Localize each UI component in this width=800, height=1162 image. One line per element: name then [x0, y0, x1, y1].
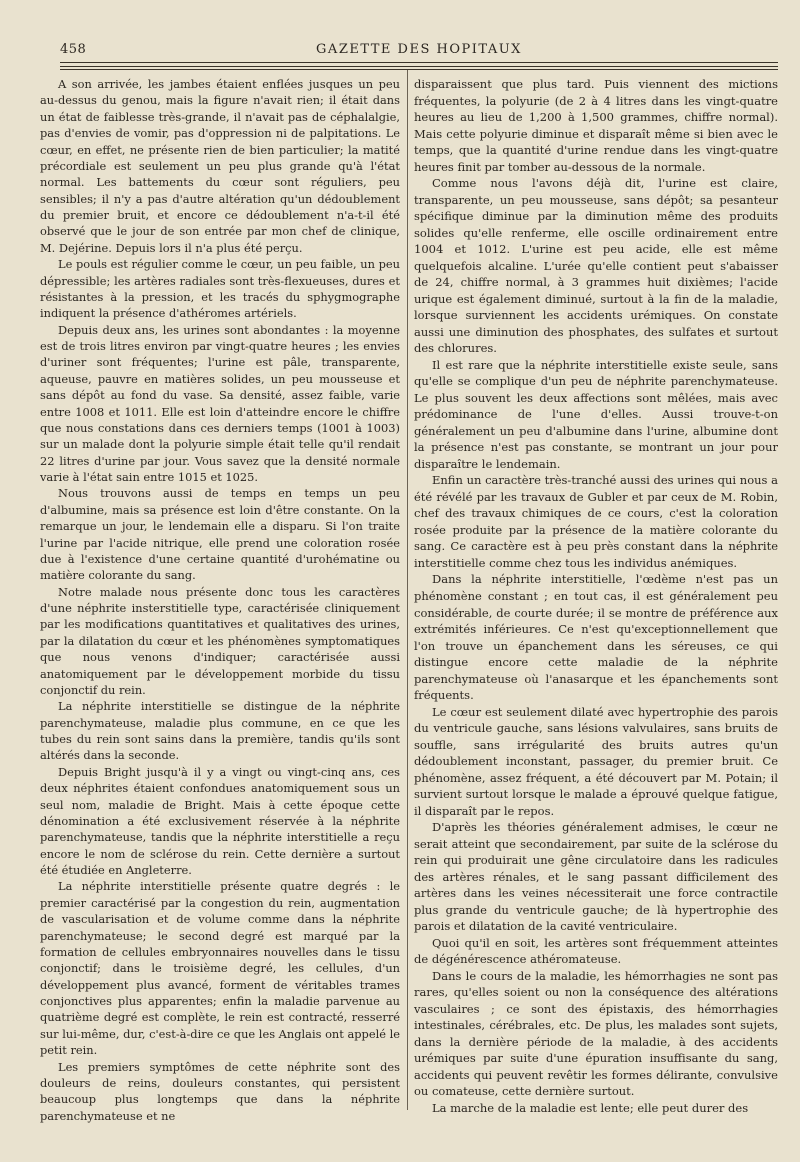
journal-title: GAZETTE DES HOPITAUX	[316, 42, 522, 57]
paragraph: Les premiers symptômes de cette néphrite sont des douleurs de reins, douleurs constantes, qui persistent beaucoup plus longtemps que dans la néphrite parenchymateuse et ne	[40, 1059, 400, 1123]
paragraph: La marche de la maladie est lente; elle peut durer des	[432, 1100, 749, 1115]
page-number: 458	[60, 42, 87, 57]
page-header	[60, 40, 778, 62]
paragraph: A son arrivée, les jambes étaient enflées jusques un peu au-dessus du genou, mais la figure n'avait rien; il était dans un état de faiblesse très-grande, il n'avait pas de céphalalgie, pas d'envies de vomir, pas d'oppression ni de palpitations. Le cœur, en effet, ne présente rien de bien particulier; la matité précordiale est seulement un peu plus grande qu'à l'état normal. Les battements du cœur sont réguliers, peu sensibles; il n'y a pas d'autre altération qu'un dédoublement du premier bruit, et encore ce dédoublement n'a-t-il été observé que le jour de son entrée par mon chef de clinique, M. Dejérine. Depuis lors il n'a plus été perçu.	[40, 77, 400, 255]
left-column	[40, 76, 400, 1124]
paragraph: La néphrite interstitielle se distingue de la néphrite parenchymateuse, maladie plus commune, en ce que les tubes du rein sont sains dans la première, tandis qu'ils sont altérés dans la seconde.	[40, 699, 400, 763]
header-rule	[60, 69, 778, 70]
paragraph: Comme nous l'avons déjà dit, l'urine est claire, transparente, un peu mousseuse, sans dépôt; sa pesanteur spécifique diminue par la diminution même des produits solides qu'elle renferme, elle oscille ordinairement entre 1004 et 1012. L'urine est peu acide, elle est même quelquefois alcaline. L'urée qu'elle contient peut s'abaisser de 24, chiffre normal, à 3 grammes huit dixièmes; l'acide urique est également diminué, surtout à la fin de la maladie, lorsque surviennent les accidents urémiques. On constate aussi une diminution des phosphates, des sulfates et surtout des chlorures.	[414, 176, 778, 356]
paragraph: disparaissent que plus tard. Puis viennent des mictions fréquentes, la polyurie (de 2 à 4 litres dans les vingt-quatre heures au lieu de 1,200 à 1,500 grammes, chiffre normal). Mais cette polyurie diminue et disparaît même si bien avec le temps, que la quantité d'urine rendue dans les vingt-quatre heures finit par tomber au-dessous de la normale.	[414, 77, 778, 174]
column-divider	[407, 70, 408, 1110]
paragraph: D'après les théories généralement admises, le cœur ne serait atteint que secondairement, par suite de la sclérose du rein qui produirait une gêne circulatoire dans les radicules des artères rénales, et le sang passant difficilement des artères dans les veines nécessiterait une force contractile plus grande du ventricule gauche; de là hypertrophie des parois et dilatation de la cavité ventriculaire.	[414, 820, 778, 934]
paragraph: Quoi qu'il en soit, les artères sont fréquemment atteintes de dégénérescence athéromateuse.	[414, 935, 778, 967]
paragraph: La néphrite interstitielle présente quatre degrés : le premier caractérisé par la congestion du rein, augmentation de vascularisation et de volume comme dans la néphrite parenchymateuse; le second degré est marqué par la formation de cellules embryonnaires nouvelles dans le tissu conjonctif; dans le troisième degré, les cellules, d'un développement plus avancé, forment de véritables trames conjonctives plus apparentes; enfin la maladie parvenue au quatrième degré est complète, le rein est contracté, resserré sur lui-même, dur, c'est-à-dire ce que les Anglais ont appelé le petit rein.	[40, 879, 400, 1058]
paragraph: Dans le cours de la maladie, les hémorrhagies ne sont pas rares, qu'elles soient ou non la conséquence des altérations vasculaires ; ce sont des épistaxis, des hémorrhagies intestinales, cérébrales, etc. De plus, les malades sont sujets, dans la dernière période de la maladie, à des accidents urémiques par suite d'une épuration insuffisante du sang, accidents qui peuvent revêtir les formes délirante, convulsive ou comateuse, cette dernière surtout.	[414, 968, 778, 1099]
paragraph: Notre malade nous présente donc tous les caractères d'une néphrite insterstitielle type, caractérisée cliniquement par les modifications quantitatives et qualitatives des urines, par la dilatation du cœur et les phénomènes symptomatiques que nous venons d'indiquer; caractérisée aussi anatomiquement par le développement morbide du tissu conjonctif du rein.	[40, 584, 400, 697]
paragraph: Il est rare que la néphrite interstitielle existe seule, sans qu'elle se complique d'un peu de néphrite parenchymateuse. Le plus souvent les deux affections sont mêlées, mais avec prédominance de l'une d'elles. Aussi trouve-t-on généralement un peu d'albumine dans l'urine, albumine dont la présence n'est pas constante, se montrant un jour pour disparaître le lendemain.	[414, 357, 778, 471]
right-column	[414, 76, 778, 1116]
paragraph: Le cœur est seulement dilaté avec hypertrophie des parois du ventricule gauche, sans lésions valvulaires, sans bruits de souffle, sans irrégularité des bruits autres qu'un dédoublement inconstant, passager, du premier bruit. Ce phénomène, assez fréquent, a été découvert par M. Potain; il survient surtout lorsque le malade a éprouvé quelque fatigue, il disparaît par le repos.	[414, 704, 778, 818]
paragraph: Dans la néphrite interstitielle, l'œdème n'est pas un phénomène constant ; en tout cas, il est généralement peu considérable, de courte durée; il se montre de préférence aux extrémités inférieures. Ce n'est qu'exceptionnellement que l'on trouve un épanchement dans les séreuses, ce qui distingue encore cette maladie de la néphrite parenchymateuse où l'anasarque et les épanchements sont fréquents.	[414, 572, 778, 703]
paragraph: Enfin un caractère très-tranché aussi des urines qui nous a été révélé par les travaux de Gubler et par ceux de M. Robin, chef des travaux chimiques de ce cours, c'est la coloration rosée produite par la présence de la matière colorante du sang. Ce caractère est à peu près constant dans la néphrite interstitielle comme chez tous les individus anémiques.	[414, 473, 778, 570]
paragraph: Nous trouvons aussi de temps en temps un peu d'albumine, mais sa présence est loin d'être constante. On la remarque un jour, le lendemain elle a disparu. Si l'on traite l'urine par l'acide nitrique, elle prend une coloration rosée due à l'existence d'une certaine quantité d'urohématine ou matière colorante du sang.	[40, 486, 400, 583]
paragraph: Depuis Bright jusqu'à il y a vingt ou vingt-cinq ans, ces deux néphrites étaient confondues anatomiquement sous un seul nom, maladie de Bright. Mais à cette époque cette dénomination a été exclusivement réservée à la néphrite parenchymateuse, tandis que la néphrite interstitielle a reçu encore le nom de sclérose du rein. Cette dernière a surtout été étudiée en Angleterre.	[40, 764, 400, 877]
paragraph: Le pouls est régulier comme le cœur, un peu faible, un peu dépressible; les artères radiales sont très-flexueuses, dures et résistantes à la pression, et les tracés du sphygmographe indiquent la présence d'athéromes artériels.	[40, 257, 400, 321]
header-double-rule	[60, 62, 778, 67]
paragraph: Depuis deux ans, les urines sont abondantes : la moyenne est de trois litres environ par vingt-quatre heures ; les envies d'uriner sont fréquentes; l'urine est pâle, transparente, aqueuse, pauvre en matières solides, un peu mousseuse et sans dépôt au fond du vase. Sa densité, assez faible, varie entre 1008 et 1011. Elle est loin d'atteindre encore le chiffre que nous constations dans ces derniers temps (1001 à 1003) sur un malade dont la polyurie simple était telle qu'il rendait 22 litres d'urine par jour. Vous savez que la densité normale varie à l'état sain entre 1015 et 1025.	[40, 322, 400, 484]
